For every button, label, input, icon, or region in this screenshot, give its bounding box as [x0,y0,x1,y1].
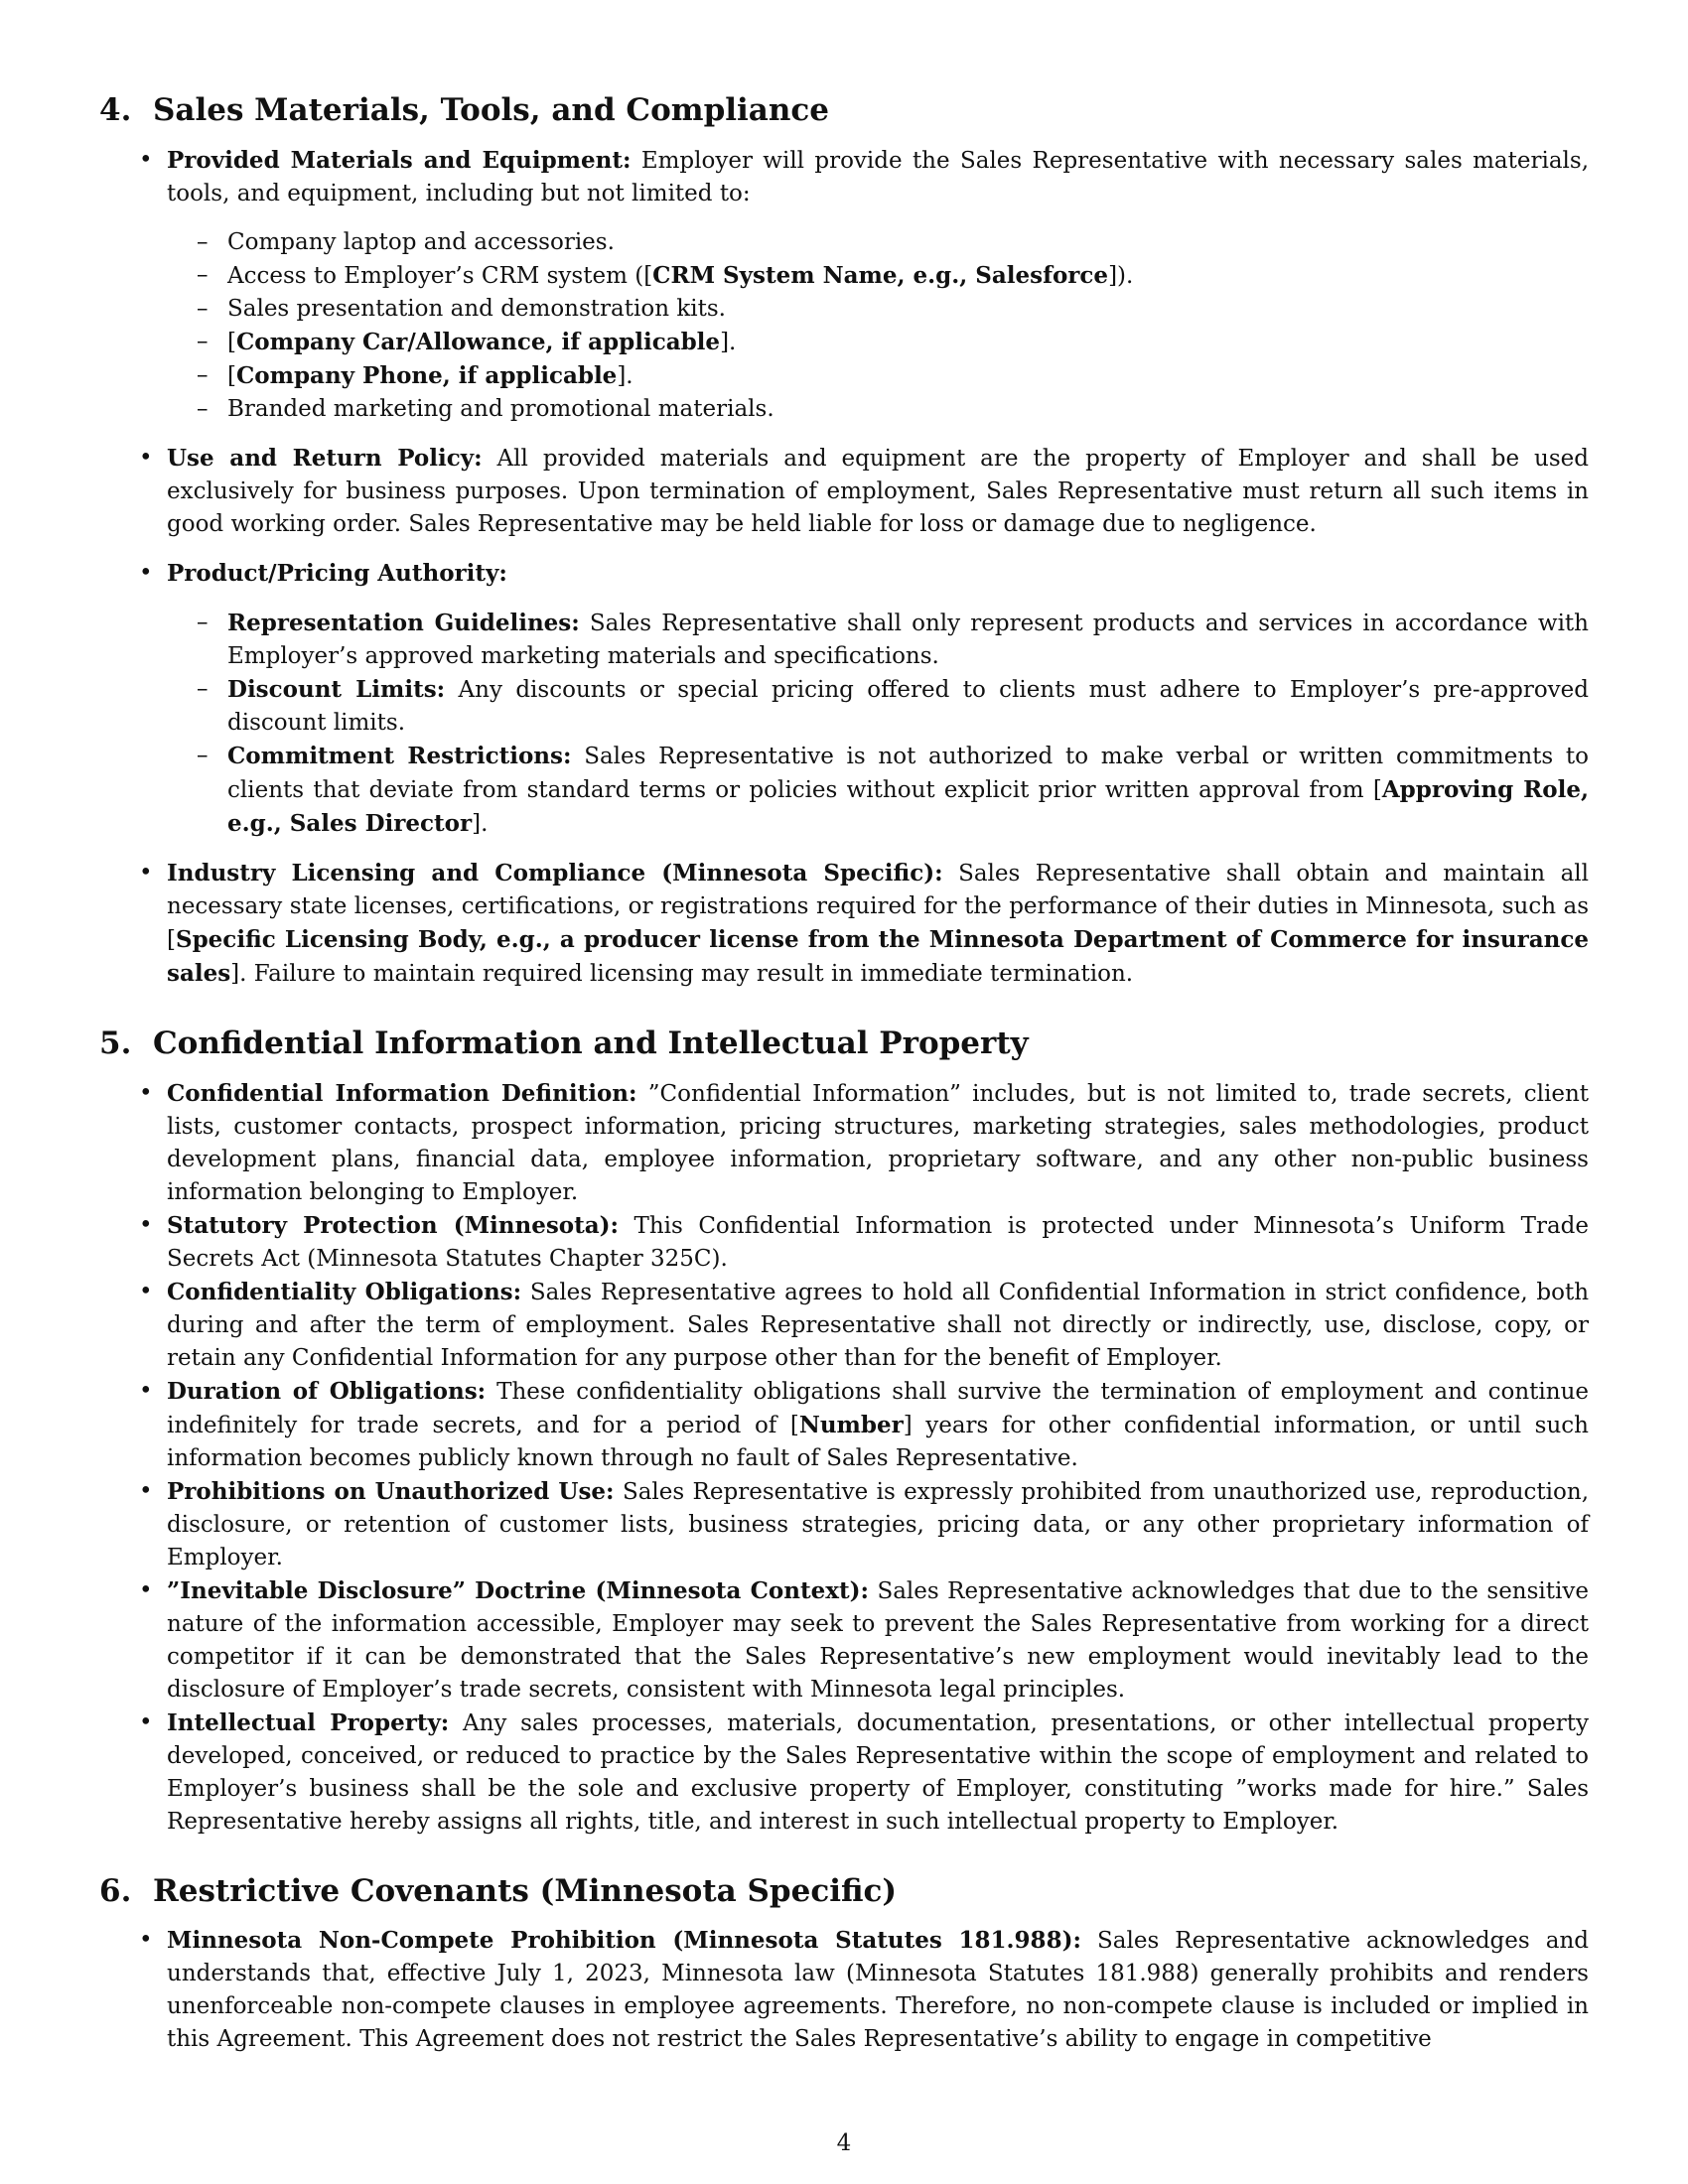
list-item: • Minnesota Non-Compete Prohibition (Minnesota Statutes 181.988): Sales Representative acknowledges and understands that, effective July 1, 2023, Minnesota law (Minnesota Statutes 181.988) generally prohibits and renders unenforceable non-compete clauses in employee agreements. Therefore, no non-compete clause is included or implied in this Agreement. This Agreement does not restrict the Sales Representative’s ability to engage in competitive [99,1924,1589,2056]
list-item: • Confidentiality Obligations: Sales Representative agrees to hold all Confidential Information in strict confidence, both during and after the term of employment. Sales Representative shall not directly or indirectly, use, disclose, copy, or retain any Confidential Information for any purpose other than for the benefit of Employer. [99,1276,1589,1375]
sublist-item: – Branded marketing and promotional materials. [167,393,1589,426]
section-number: 6. [99,1872,132,1909]
section-4-list [99,144,1589,991]
section-5-heading [99,1024,1589,1063]
sublist-item: – Discount Limits: Any discounts or special pricing offered to clients must adhere to Employer’s pre-approved discount limits. [167,673,1589,740]
list-item [99,557,1589,841]
sublist-item: – Access to Employer’s CRM system ([CRM System Name, e.g., Salesforce]). [167,259,1589,293]
list-item: • Statutory Protection (Minnesota): This Confidential Information is protected under Minnesota’s Uniform Trade Secrets Act (Minnesota Statutes Chapter 325C). [99,1209,1589,1276]
sublist-item: – Company laptop and accessories. [167,226,1589,259]
list-item: • Prohibitions on Unauthorized Use: Sales Representative is expressly prohibited from unauthorized use, reproduction, disclosure, or retention of customer lists, business strategies, pricing data, or any other proprietary information of Employer. [99,1475,1589,1574]
item-text: All provided materials and equipment are the property of Employer and shall be used exclusively for business purposes. Upon termination of employment, Sales Representative must return all such items in good working order. Sales Representative may be held liable for loss or damage due to negligence. [167,445,1589,537]
document-page [99,91,1589,2090]
section-6-heading [99,1872,1589,1911]
list-item: • Confidential Information Definition: ”Confidential Information” includes, but is not limited to, trade secrets, client lists, customer contacts, prospect information, pricing structures, marketing strategies, sales methodologies, product development plans, financial data, employee information, proprietary software, and any other non-public business information belonging to Employer. [99,1077,1589,1209]
list-item: • Industry Licensing and Compliance (Minnesota Specific): Sales Representative shall obtain and maintain all necessary state licenses, certifications, or registrations required for the performance of their duties in Minnesota, such as [Specific Licensing Body, e.g., a producer license from the Minnesota Department of Commerce for insurance sales]. Failure to maintain required licensing may result in immediate termination. [99,857,1589,991]
page-number: 4 [836,2130,852,2156]
section-number: 4. [99,92,132,128]
list-item: • ”Inevitable Disclosure” Doctrine (Minnesota Context): Sales Representative acknowledges that due to the sensitive nature of the information accessible, Employer may seek to prevent the Sales Representative from working for a direct competitor if it can be demonstrated that the Sales Representative’s new employment would inevitably lead to the disclosure of Employer’s trade secrets, consistent with Minnesota legal principles. [99,1574,1589,1706]
section-6-list [99,1924,1589,2056]
sublist-item: – Commitment Restrictions: Sales Representative is not authorized to make verbal or written commitments to clients that deviate from standard terms or policies without explicit prior written approval from [Approving Role, e.g., Sales Director]. [167,740,1589,841]
sublist-item: – [Company Phone, if applicable]. [167,359,1589,393]
item-label: Product/Pricing Authority: [167,559,507,587]
item-label: Use and Return Policy: [167,444,483,472]
section-title: Sales Materials, Tools, and Compliance [152,92,830,128]
sublist [167,226,1589,426]
section-4-heading [99,91,1589,130]
sublist-item: – [Company Car/Allowance, if applicable]. [167,326,1589,359]
section-title: Confidential Information and Intellectual Property [152,1024,1029,1061]
sublist-item: – Sales presentation and demonstration kits. [167,293,1589,326]
sublist [167,607,1589,841]
section-5-list [99,1077,1589,1839]
section-title: Restrictive Covenants (Minnesota Specific) [152,1872,898,1909]
list-item [99,144,1589,426]
list-item: • Duration of Obligations: These confidentiality obligations shall survive the termination of employment and continue indefinitely for trade secrets, and for a period of [Number] years for other confidential information, or until such information becomes publicly known through no fault of Sales Representative. [99,1375,1589,1475]
list-item: • Intellectual Property: Any sales processes, materials, documentation, presentations, or other intellectual property developed, conceived, or reduced to practice by the Sales Representative within the scope of employment and related to Employer’s business shall be the sole and exclusive property of Employer, constituting ”works made for hire.” Sales Representative hereby assigns all rights, title, and interest in such intellectual property to Employer. [99,1706,1589,1839]
list-item [99,442,1589,541]
sublist-item: – Representation Guidelines: Sales Representative shall only represent products and services in accordance with Employer’s approved marketing materials and specifications. [167,607,1589,673]
section-number: 5. [99,1024,132,1061]
item-label: Provided Materials and Equipment: [167,146,632,174]
item-label: Industry Licensing and Compliance (Minnesota Specific): [167,859,943,887]
item-text: Employer will provide the Sales Representative with necessary sales materials, tools, and equipment, including but not limited to: [167,147,1590,206]
